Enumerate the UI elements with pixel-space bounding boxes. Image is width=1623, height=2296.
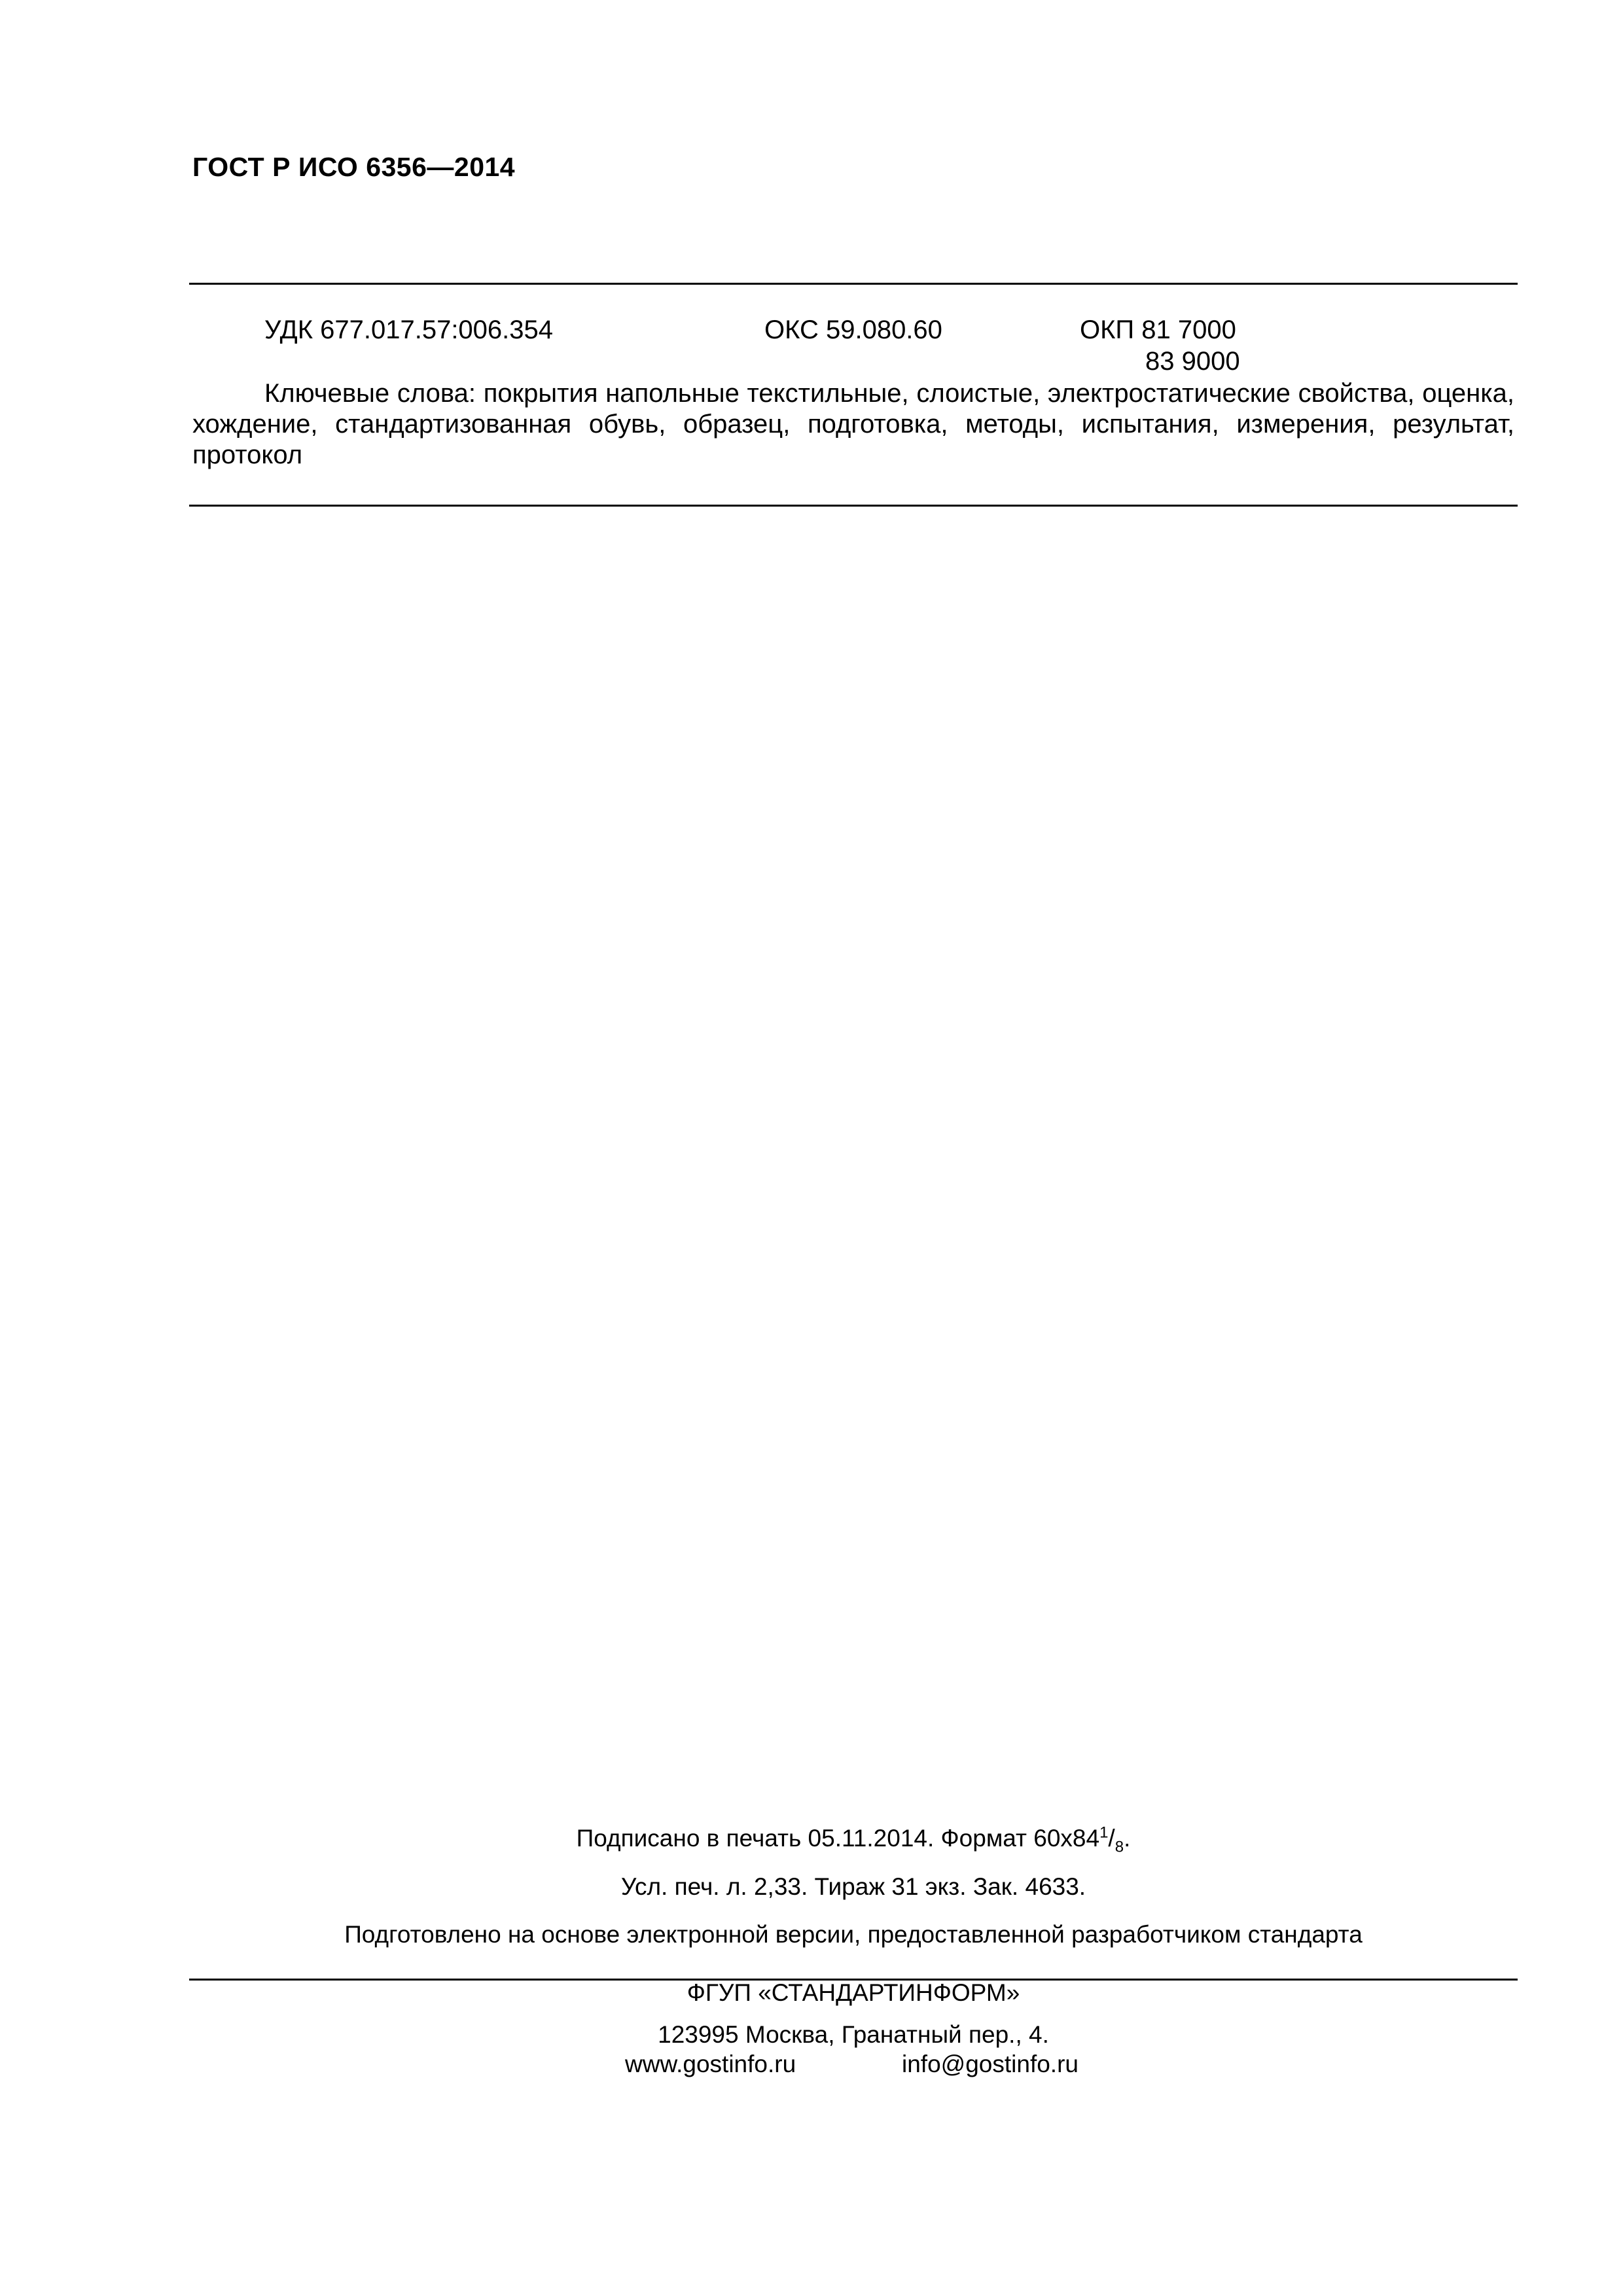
keywords-paragraph: Ключевые слова: покрытия напольные текстильные, слоистые, электростатические свойства, оценка, хождение, стандартизованная обувь, образец, подготовка, методы, испытания, измерения, результат, протокол [192,379,1514,469]
udk-code: УДК 677.017.57:006.354 [264,315,554,344]
print-details: Усл. печ. л. 2,33. Тираж 31 экз. Зак. 4633. [620,1873,1086,1900]
keywords-divider [189,505,1518,507]
top-divider [189,283,1518,285]
website-link[interactable]: www.gostinfo.ru [625,2051,796,2077]
format-numerator: 1 [1099,1823,1109,1842]
okp-code-1: ОКП 81 7000 [1080,315,1236,344]
document-title: ГОСТ Р ИСО 6356—2014 [192,152,516,182]
email-link[interactable]: info@gostinfo.ru [902,2051,1079,2077]
signed-suffix: . [1124,1825,1131,1852]
format-denominator: 8 [1115,1838,1124,1856]
oks-code: ОКС 59.080.60 [764,315,942,344]
signed-for-print: Подписано в печать 05.11.2014. Формат $60x84^1/_8$. [576,1823,1131,1856]
signed-text: Подписано в печать 05.11.2014. Формат 60x84 [576,1825,1100,1852]
publisher-address: 123995 Москва, Гранатный пер., 4. [658,2021,1049,2048]
okp-code-2: 83 9000 [1145,347,1240,376]
publisher-name: ФГУП «СТАНДАРТИНФОРМ» [687,1979,1020,2006]
prepared-note: Подготовлено на основе электронной версии, предоставленной разработчиком стандарта [344,1921,1363,1948]
